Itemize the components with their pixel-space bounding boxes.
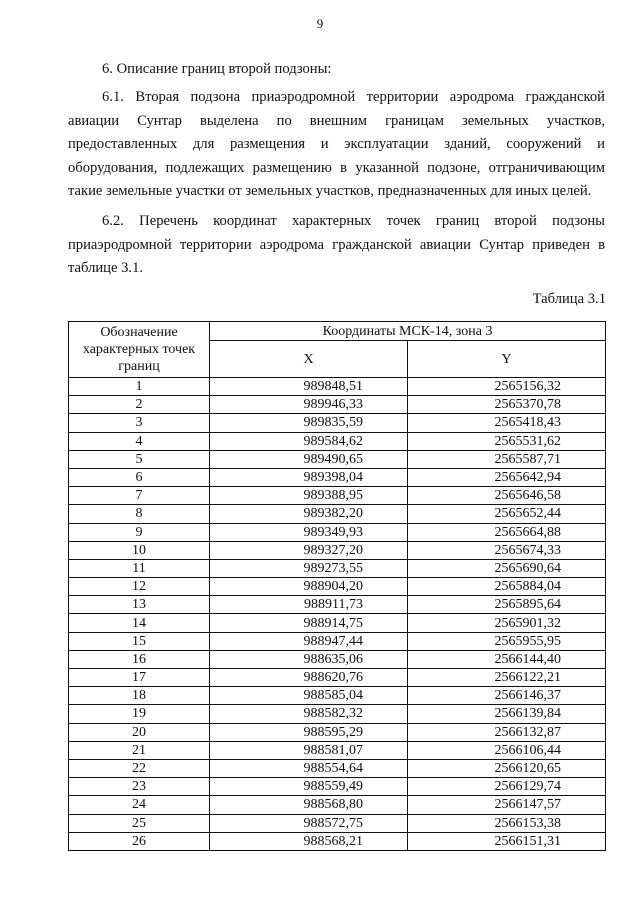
- table-row: [69, 632, 606, 650]
- x-coordinate-cell: 988620,76: [210, 669, 408, 687]
- x-coordinate-cell: 988911,73: [210, 596, 408, 614]
- x-coordinate-cell: 989382,20: [210, 505, 408, 523]
- table-row: [69, 687, 606, 705]
- y-coordinate-cell: 2566106,44: [408, 741, 606, 759]
- point-number-cell: 2: [69, 396, 210, 414]
- table-row: [69, 650, 606, 668]
- table-row: [69, 614, 606, 632]
- coords-group-header: Координаты МСК-14, зона 3: [210, 322, 606, 341]
- table-row: [69, 541, 606, 559]
- table-row: [69, 396, 606, 414]
- y-coordinate-cell: 2565674,33: [408, 541, 606, 559]
- table-row: [69, 796, 606, 814]
- x-coordinate-cell: 988582,32: [210, 705, 408, 723]
- table-row: [69, 832, 606, 850]
- table-caption: Таблица 3.1: [532, 291, 606, 307]
- x-coordinate-cell: 988904,20: [210, 578, 408, 596]
- section-heading: 6. Описание границ второй подзоны:: [102, 61, 332, 77]
- point-number-cell: 12: [69, 578, 210, 596]
- y-coordinate-cell: 2566120,65: [408, 759, 606, 777]
- y-coordinate-cell: 2566129,74: [408, 778, 606, 796]
- point-number-cell: 25: [69, 814, 210, 832]
- table-row: [69, 669, 606, 687]
- table-row: [69, 596, 606, 614]
- table-row: [69, 432, 606, 450]
- x-coordinate-cell: 989946,33: [210, 396, 408, 414]
- y-coordinate-cell: 2565642,94: [408, 468, 606, 486]
- point-column-header: Обозначение характерных точек границ: [69, 322, 210, 378]
- point-number-cell: 4: [69, 432, 210, 450]
- table-row: [69, 523, 606, 541]
- point-number-cell: 10: [69, 541, 210, 559]
- point-number-cell: 24: [69, 796, 210, 814]
- table-row: [69, 487, 606, 505]
- table-row: [69, 705, 606, 723]
- y-coordinate-cell: 2565370,78: [408, 396, 606, 414]
- point-number-cell: 17: [69, 669, 210, 687]
- point-number-cell: 8: [69, 505, 210, 523]
- x-coordinate-cell: 988914,75: [210, 614, 408, 632]
- point-number-cell: 16: [69, 650, 210, 668]
- table-row: [69, 578, 606, 596]
- y-coordinate-cell: 2566132,87: [408, 723, 606, 741]
- x-coordinate-cell: 988635,06: [210, 650, 408, 668]
- y-coordinate-cell: 2565531,62: [408, 432, 606, 450]
- y-coordinate-cell: 2566151,31: [408, 832, 606, 850]
- y-coordinate-cell: 2565690,64: [408, 559, 606, 577]
- y-coordinate-cell: 2566139,84: [408, 705, 606, 723]
- table-row: [69, 814, 606, 832]
- page-number: 9: [316, 16, 324, 31]
- x-coordinate-cell: 989273,55: [210, 559, 408, 577]
- y-coordinate-cell: 2565652,44: [408, 505, 606, 523]
- point-number-cell: 11: [69, 559, 210, 577]
- point-number-cell: 26: [69, 832, 210, 850]
- point-number-cell: 19: [69, 705, 210, 723]
- point-number-cell: 7: [69, 487, 210, 505]
- y-coordinate-cell: 2566147,57: [408, 796, 606, 814]
- x-coordinate-cell: 988572,75: [210, 814, 408, 832]
- point-number-cell: 5: [69, 450, 210, 468]
- y-coordinate-cell: 2565955,95: [408, 632, 606, 650]
- table-row: [69, 759, 606, 777]
- x-coordinate-cell: 988585,04: [210, 687, 408, 705]
- y-coordinate-cell: 2565646,58: [408, 487, 606, 505]
- y-coordinate-cell: 2566144,40: [408, 650, 606, 668]
- table-row: [69, 741, 606, 759]
- table-row: [69, 778, 606, 796]
- coordinates-table: [68, 321, 606, 851]
- x-coordinate-cell: 988595,29: [210, 723, 408, 741]
- x-coordinate-cell: 988559,49: [210, 778, 408, 796]
- table-row: [69, 468, 606, 486]
- y-coordinate-cell: 2565418,43: [408, 414, 606, 432]
- table-row: [69, 505, 606, 523]
- x-coordinate-cell: 989490,65: [210, 450, 408, 468]
- y-coordinate-cell: 2565884,04: [408, 578, 606, 596]
- coordinates-table-body: [69, 378, 606, 851]
- point-number-cell: 1: [69, 378, 210, 396]
- paragraph-6-1: 6.1. Вторая подзона приаэродромной территории аэродрома гражданской авиации Сунтар выделена по внешним границам земельных участков, предоставленных для размещения и эксплуатации зданий, сооружений и оборудования, подлежащих размещению в указанной подзоне, отграничивающим такие земельные участки от земельных участков, предназначенных для иных целей.: [68, 89, 605, 199]
- point-number-cell: 9: [69, 523, 210, 541]
- x-coordinate-cell: 989327,20: [210, 541, 408, 559]
- table-row: [69, 450, 606, 468]
- point-number-cell: 3: [69, 414, 210, 432]
- point-number-cell: 6: [69, 468, 210, 486]
- x-coordinate-cell: 988554,64: [210, 759, 408, 777]
- paragraph-6-1-block: [68, 86, 605, 204]
- table-row: [69, 723, 606, 741]
- table-row: [69, 414, 606, 432]
- y-coordinate-cell: 2565901,32: [408, 614, 606, 632]
- point-number-cell: 18: [69, 687, 210, 705]
- section-heading-block: [68, 58, 605, 82]
- y-column-header: Y: [408, 341, 606, 378]
- x-coordinate-cell: 988947,44: [210, 632, 408, 650]
- x-coordinate-cell: 989584,62: [210, 432, 408, 450]
- y-coordinate-cell: 2565664,88: [408, 523, 606, 541]
- x-coordinate-cell: 989848,51: [210, 378, 408, 396]
- y-coordinate-cell: 2566146,37: [408, 687, 606, 705]
- point-number-cell: 15: [69, 632, 210, 650]
- x-column-header: X: [210, 341, 408, 378]
- x-coordinate-cell: 988568,21: [210, 832, 408, 850]
- x-coordinate-cell: 988581,07: [210, 741, 408, 759]
- point-number-cell: 22: [69, 759, 210, 777]
- y-coordinate-cell: 2566153,38: [408, 814, 606, 832]
- point-number-cell: 23: [69, 778, 210, 796]
- table-row: [69, 559, 606, 577]
- y-coordinate-cell: 2566122,21: [408, 669, 606, 687]
- y-coordinate-cell: 2565156,32: [408, 378, 606, 396]
- x-coordinate-cell: 989388,95: [210, 487, 408, 505]
- point-number-cell: 20: [69, 723, 210, 741]
- paragraph-6-2: 6.2. Перечень координат характерных точек границ второй подзоны приаэродромной территории аэродрома гражданской авиации Сунтар приведен в таблице 3.1.: [68, 213, 605, 276]
- y-coordinate-cell: 2565895,64: [408, 596, 606, 614]
- point-number-cell: 21: [69, 741, 210, 759]
- table-row: [69, 378, 606, 396]
- paragraph-6-2-block: [68, 210, 605, 281]
- y-coordinate-cell: 2565587,71: [408, 450, 606, 468]
- x-coordinate-cell: 989398,04: [210, 468, 408, 486]
- x-coordinate-cell: 989349,93: [210, 523, 408, 541]
- point-number-cell: 14: [69, 614, 210, 632]
- x-coordinate-cell: 988568,80: [210, 796, 408, 814]
- point-number-cell: 13: [69, 596, 210, 614]
- x-coordinate-cell: 989835,59: [210, 414, 408, 432]
